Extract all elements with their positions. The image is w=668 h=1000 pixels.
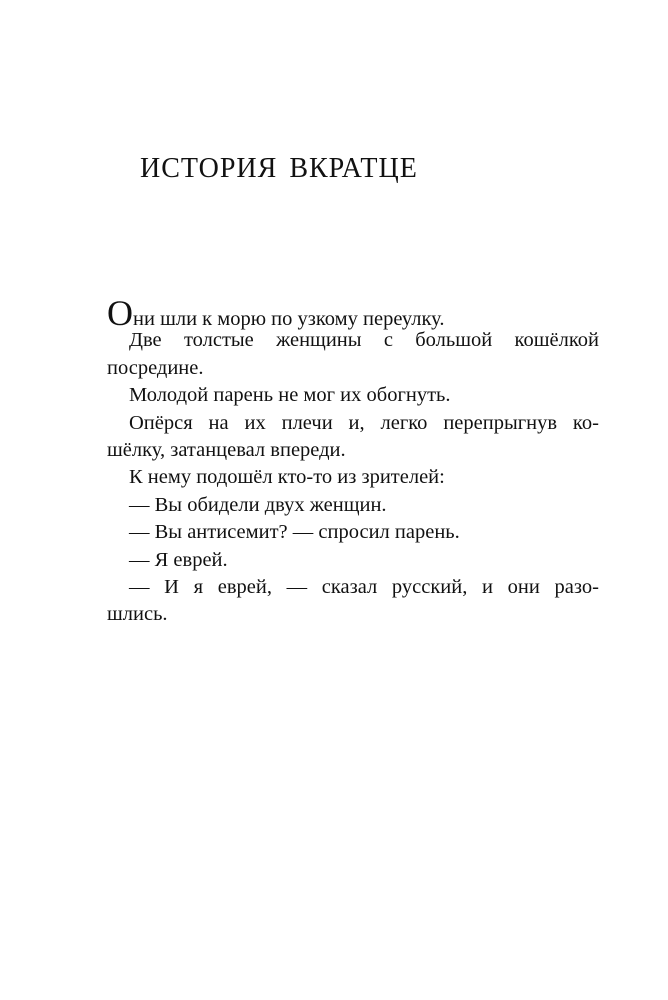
chapter-title: ИСТОРИЯ ВКРАТЦЕ xyxy=(140,153,418,184)
word: и xyxy=(482,575,493,598)
word: я xyxy=(193,575,204,598)
paragraph-8: — Я еврей. xyxy=(129,548,228,571)
paragraph-2-line-1 xyxy=(107,327,599,354)
word: толстые xyxy=(183,329,254,352)
word: русский, xyxy=(391,575,468,598)
word: с xyxy=(383,329,393,352)
word: еврей, xyxy=(217,575,272,598)
word: ко- xyxy=(572,411,599,434)
paragraph-1-text: ни шли к морю по узкому переулку. xyxy=(133,308,445,330)
story-text xyxy=(107,293,599,629)
paragraph-9-line-1 xyxy=(107,574,599,601)
word: Опёрся xyxy=(129,411,193,434)
word: легко xyxy=(380,411,428,434)
word: — xyxy=(129,575,150,598)
word: кошёлкой xyxy=(514,329,599,352)
paragraph-2-line-2: посредине. xyxy=(107,356,204,379)
word: И xyxy=(164,575,179,598)
paragraph-6: — Вы обидели двух женщин. xyxy=(129,493,387,516)
word: они xyxy=(507,575,540,598)
word: их xyxy=(244,411,266,434)
word: — xyxy=(286,575,308,598)
word: большой xyxy=(415,329,493,352)
paragraph-9-line-2: шлись. xyxy=(107,603,168,626)
paragraph-3: Молодой парень не мог их обогнуть. xyxy=(129,384,451,407)
paragraph-5: К нему подошёл кто-то из зрителей: xyxy=(129,466,445,489)
word: женщины xyxy=(276,329,362,352)
word: плечи xyxy=(281,411,333,434)
word: на xyxy=(208,411,229,434)
word: перепрыгнув xyxy=(443,411,558,434)
paragraph-7: — Вы антисемит? — спросил парень. xyxy=(129,521,460,544)
paragraph-4-line-1 xyxy=(107,410,599,437)
word: Две xyxy=(129,329,162,352)
paragraph-4-line-2: шёлку, затанцевал впереди. xyxy=(107,438,346,461)
word: сказал xyxy=(321,575,378,598)
word: разо- xyxy=(554,575,599,598)
paragraph-1-line-1 xyxy=(107,293,599,333)
drop-cap: О xyxy=(107,293,133,333)
word: и, xyxy=(348,411,365,434)
